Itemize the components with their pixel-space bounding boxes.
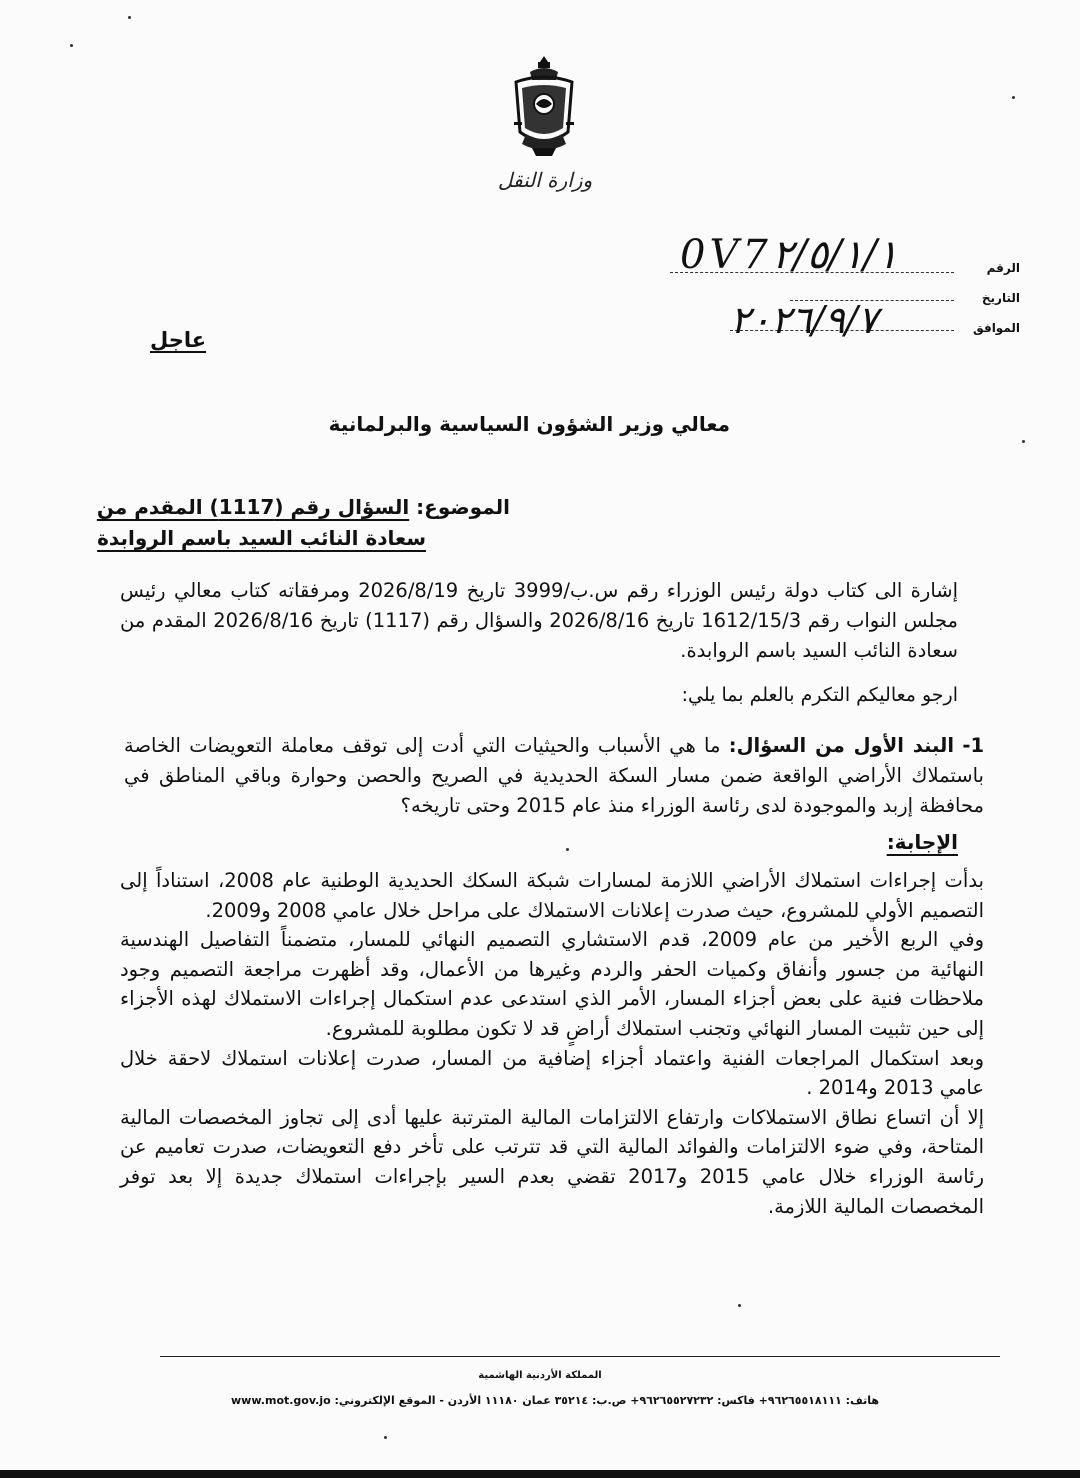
footer-divider	[160, 1356, 1000, 1357]
subject-line-1	[97, 495, 510, 519]
subject-label: الموضوع:	[416, 495, 510, 519]
request-line: ارجو معاليكم التكرم بالعلم بما يلي:	[681, 684, 958, 706]
handwritten-reference-number: 0V7٢/٥/١/١	[680, 232, 899, 278]
footer-contact-details: هاتف: ٩٦٢٦٥٥١٨١١١+ فاكس: ٩٦٢٦٥٥٢٧٢٣٢+ ص.ب: ٣٥٢١٤ عمان ١١١٨٠ الأردن - الموقع الإلكتروني:	[334, 1394, 879, 1407]
scan-speck	[128, 16, 131, 19]
question-item	[124, 731, 984, 821]
scan-bottom-edge	[0, 1470, 1080, 1478]
item-label: البند الأول من السؤال:	[728, 734, 955, 757]
corresponding-label: الموافق	[973, 321, 1020, 335]
footer-contact	[215, 1394, 895, 1407]
scan-speck	[566, 848, 569, 851]
scan-speck	[1012, 96, 1015, 99]
answer-heading: الإجابة:	[886, 830, 958, 854]
item-number: 1-	[962, 734, 985, 757]
scan-speck	[738, 1304, 741, 1307]
date-label: التاريخ	[981, 291, 1020, 305]
ministry-script-logo: وزارة النقل	[497, 168, 593, 192]
footer-website: www.mot.gov.jo	[231, 1394, 331, 1407]
coat-of-arms-icon	[508, 52, 580, 164]
subject-title: السؤال رقم (1117) المقدم من	[96, 495, 410, 519]
answer-paragraph: وفي الربع الأخير من عام 2009، قدم الاستشاري التصميم النهائي للمسار، متضمناً التفاصيل الهندسية النهائية من جسور وأنفاق وكميات الحفر والردم وغيرها من الأعمال، وقد أظهرت مراجعة التصميم وجود ملاحظات فنية على بعض أجزاء المسار، الأمر الذي استدعى عدم استكمال إجراءات الاستملاك لهذه الأجزاء إلى حين تثبيت المسار النهائي وتجنب استملاك أراضٍ قد لا تكون مطلوبة للمشروع.	[120, 928, 984, 1040]
item-text: ما هي الأسباب والحيثيات التي أدت إلى توقف معاملة التعويضات الخاصة باستملاك الأراضي الواقعة ضمن مسار السكة الحديدية في الصريح والحصن وحوارة وباقي المناطق في محافظة إربد والموجودة لدى رئاسة الوزراء منذ عام 2015 وحتى تاريخه؟	[124, 734, 984, 817]
answer-paragraph: بدأت إجراءات استملاك الأراضي اللازمة لمسارات شبكة السكك الحديدية الوطنية عام 2008، استناداً إلى التصميم الأولي للمشروع، حيث صدرت إعلانات الاستملاك على مراحل خلال عامي 2008 و2009.	[120, 869, 984, 922]
intro-paragraph: إشارة الى كتاب دولة رئيس الوزراء رقم س.ب/3999 تاريخ 2026/8/19 ومرفقاته كتاب معالي رئيس مجلس النواب رقم 1612/15/3 تاريخ 2026/8/16 والسؤال رقم (1117) تاريخ 2026/8/16 المقدم من سعادة النائب السيد باسم الروابدة.	[120, 579, 959, 662]
scan-speck	[70, 44, 73, 47]
answer-paragraph: وبعد استكمال المراجعات الفنية واعتماد أجزاء إضافية من المسار، صدرت إعلانات استملاك لاحقة خلال عامي 2013 و2014 .	[120, 1046, 984, 1100]
handwritten-date: ٢٠٢٦/٩/٧	[730, 298, 879, 342]
footer-kingdom: المملكة الأردنية الهاشمية	[478, 1370, 602, 1381]
addressee: معالي وزير الشؤون السياسية والبرلمانية	[328, 412, 730, 436]
answer-body	[120, 866, 984, 1221]
scan-speck	[1022, 440, 1025, 443]
number-label: الرقم	[986, 261, 1020, 275]
urgent-marker: عاجل	[150, 328, 207, 352]
scan-speck	[384, 1436, 387, 1439]
subject-line-2	[97, 526, 510, 550]
subject-title-continued: سعادة النائب السيد باسم الروابدة	[97, 526, 426, 550]
answer-paragraph: إلا أن اتساع نطاق الاستملاكات وارتفاع الالتزامات المالية المترتبة عليها أدى إلى تجاوز المخصصات المالية المتاحة، وفي ضوء الالتزامات والفوائد المالية التي قد تترتب على تأخر دفع التعويضات، صدرت تعاميم عن رئاسة الوزراء خلال عامي 2015 و2017 تقضي بعدم السير بإجراءات استملاك جديدة إلا بعد توفر المخصصات المالية اللازمة.	[120, 1105, 984, 1218]
